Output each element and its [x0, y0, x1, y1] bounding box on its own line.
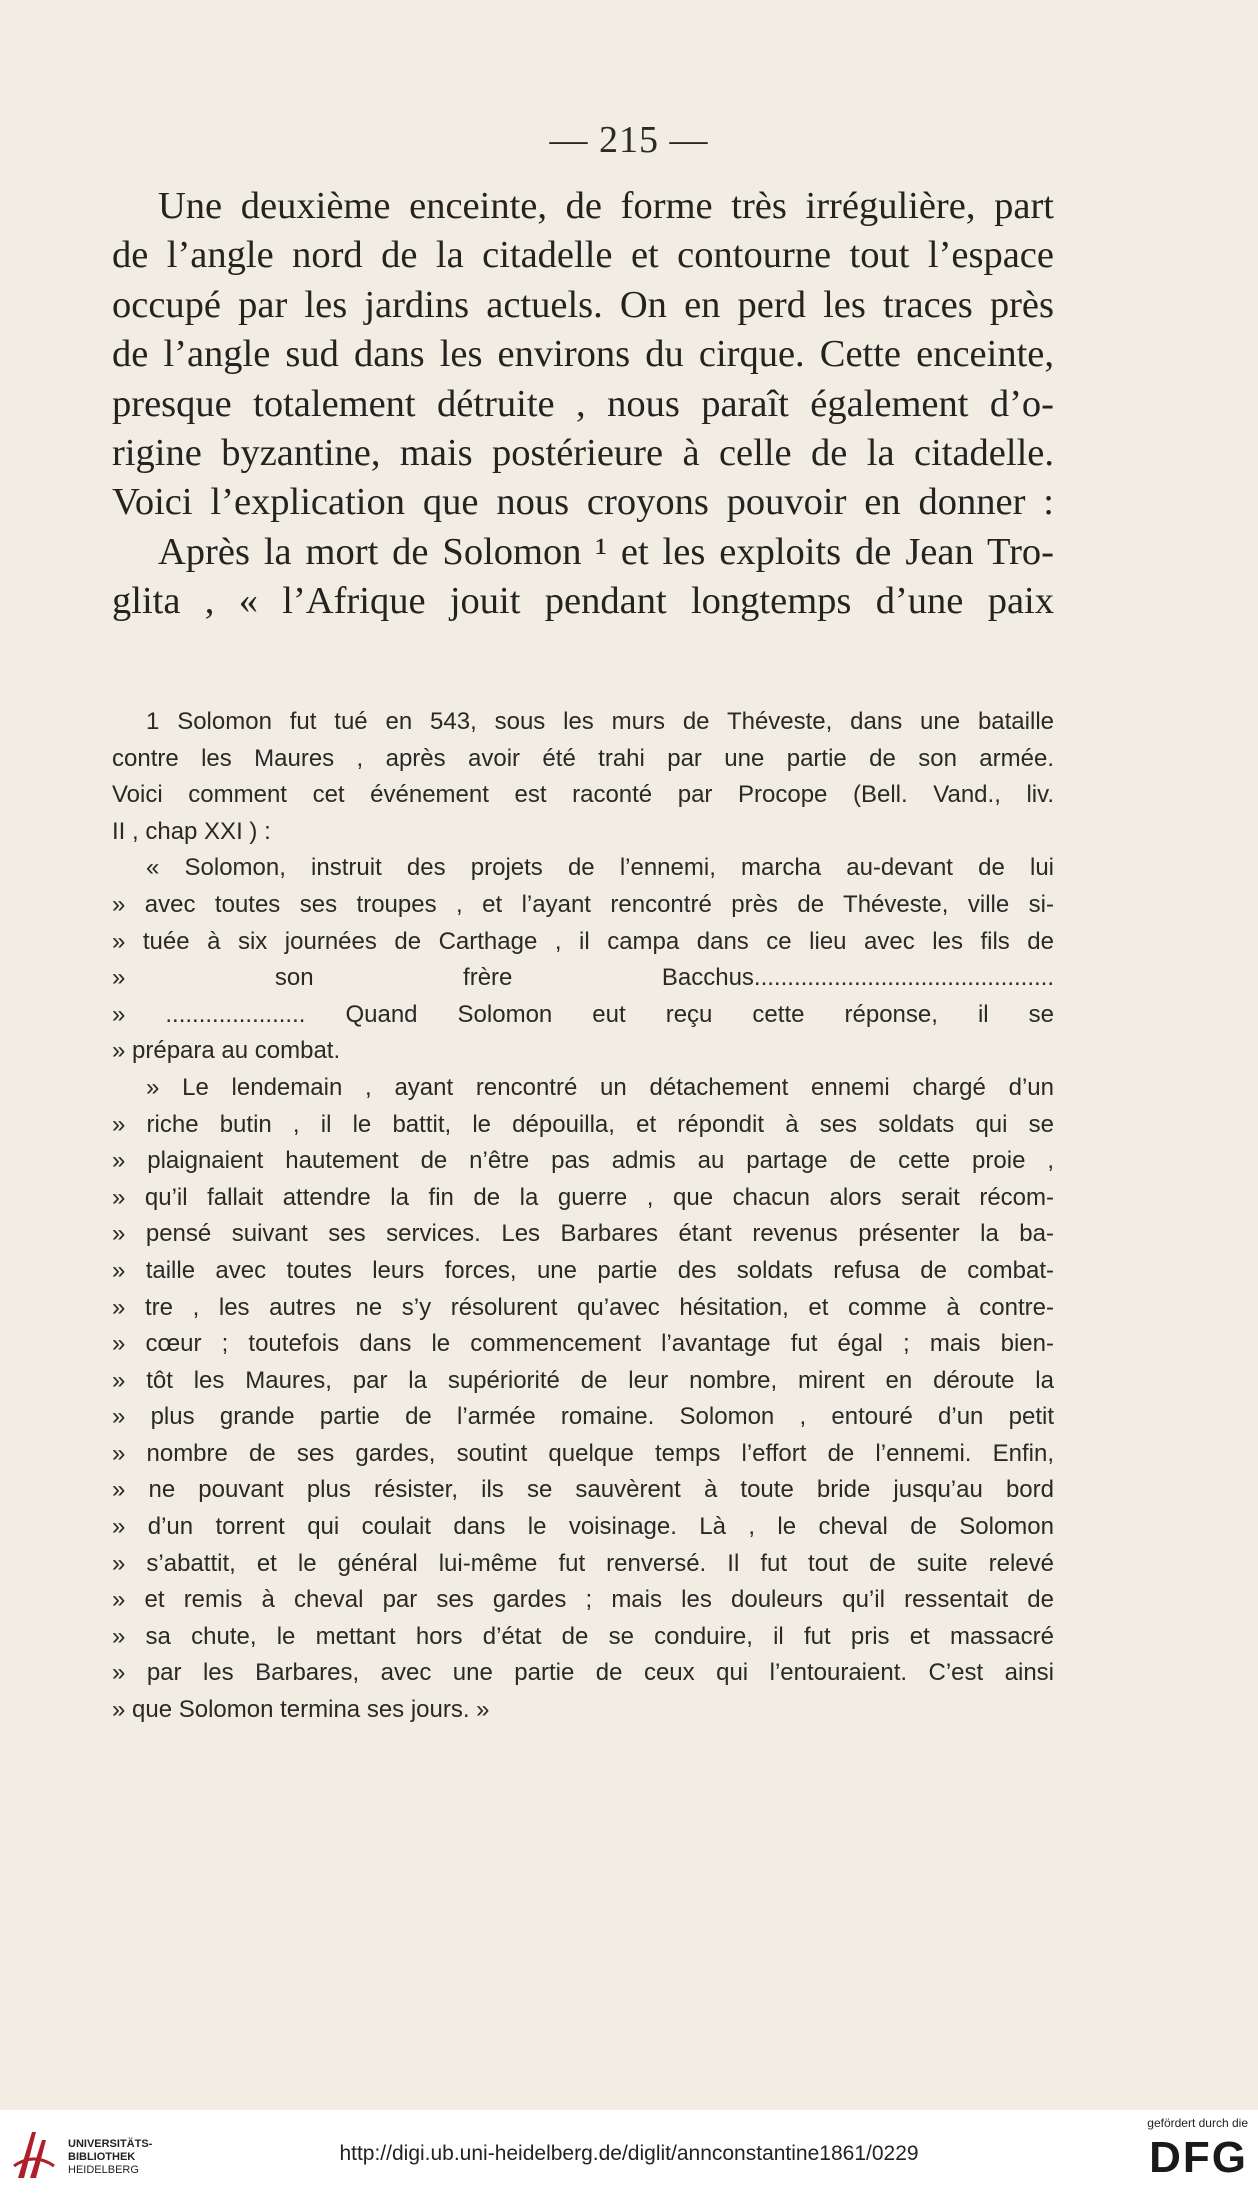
- footnote-line: » son frère Bacchus.............................................: [112, 964, 1054, 992]
- footnote-line: » tôt les Maures, par la supériorité de leur nombre, mirent en déroute la: [112, 1366, 1054, 1394]
- main-text-line: glita , « l’Afrique jouit pendant longtemps d’une paix: [112, 580, 1054, 623]
- footnote-line: 1 Solomon fut tué en 543, sous les murs de Théveste, dans une bataille: [146, 708, 1054, 735]
- permalink-url[interactable]: http://digi.ub.uni-heidelberg.de/diglit/annconstantine1861/0229: [339, 2142, 919, 2165]
- main-text-line: rigine byzantine, mais postérieure à celle de la citadelle.: [112, 431, 1054, 474]
- footnote-line: « Solomon, instruit des projets de l’ennemi, marcha au-devant de lui: [146, 854, 1054, 882]
- footnote-line: » riche butin , il le battit, le dépouilla, et répondit à ses soldats qui se: [112, 1110, 1054, 1138]
- footnote-line: » par les Barbares, avec une partie de ceux qui l’entouraient. C’est ainsi: [112, 1659, 1054, 1687]
- footnote-line: » prépara au combat.: [112, 1037, 341, 1065]
- funder-caption: gefördert durch die: [1147, 2116, 1248, 2130]
- footnote-line: » plaignaient hautement de n’être pas admis au partage de cette proie ,: [112, 1147, 1054, 1175]
- main-text-line: Une deuxième enceinte, de forme très irrégulière, part: [158, 185, 1054, 227]
- footnote-line: » qu’il fallait attendre la fin de la guerre , que chacun alors serait récom-: [112, 1183, 1054, 1211]
- footnote-line: contre les Maures , après avoir été trahi par une partie de son armée.: [112, 744, 1054, 772]
- footnote-block: [112, 704, 1054, 1729]
- footnote-line: » plus grande partie de l’armée romaine. Solomon , entouré d’un petit: [112, 1403, 1054, 1431]
- footnote-line: » nombre de ses gardes, soutint quelque temps l’effort de l’ennemi. Enfin,: [112, 1439, 1054, 1467]
- footnote-line: » cœur ; toutefois dans le commencement l’avantage fut égal ; mais bien-: [112, 1330, 1054, 1358]
- footnote-line: II , chap XXI ) :: [112, 817, 271, 845]
- main-text-line: de l’angle sud dans les environs du cirque. Cette enceinte,: [112, 333, 1054, 376]
- funder-name: DFG: [1149, 2133, 1248, 2182]
- footer-bar: [0, 2110, 1258, 2201]
- footnote-line: » ..................... Quand Solomon eut reçu cette réponse, il se: [112, 1000, 1054, 1028]
- main-text-line: Voici l’explication que nous croyons pouvoir en donner :: [112, 481, 1054, 524]
- footnote-line: » pensé suivant ses services. Les Barbares étant revenus présenter la ba-: [112, 1220, 1054, 1248]
- footnote-line: » et remis à cheval par ses gardes ; mais les douleurs qu’il ressentait de: [112, 1586, 1054, 1614]
- footnote-line: » taille avec toutes leurs forces, une partie des soldats refusa de combat-: [112, 1256, 1054, 1284]
- footnote-line: Voici comment cet événement est raconté par Procope (Bell. Vand., liv.: [112, 781, 1054, 809]
- main-text-line: Après la mort de Solomon ¹ et les exploits de Jean Tro-: [158, 530, 1054, 573]
- page-number: — 215 —: [549, 119, 709, 161]
- footnote-line: » Le lendemain , ayant rencontré un détachement ennemi chargé d’un: [146, 1073, 1054, 1101]
- footnote-line: » avec toutes ses troupes , et l’ayant rencontré près de Théveste, ville si-: [112, 890, 1054, 918]
- footnote-line: » tuée à six journées de Carthage , il campa dans ce lieu avec les fils de: [112, 927, 1054, 955]
- footnote-line: » s’abattit, et le général lui-même fut renversé. Il fut tout de suite relevé: [112, 1549, 1054, 1577]
- funder-logo[interactable]: [1098, 2116, 1248, 2196]
- library-name-line: BIBLIOTHEK: [68, 2151, 136, 2163]
- footnote-line: » tre , les autres ne s’y résolurent qu’avec hésitation, et comme à contre-: [112, 1293, 1054, 1321]
- main-text-line: de l’angle nord de la citadelle et contourne tout l’espace: [112, 234, 1054, 277]
- main-text-line: occupé par les jardins actuels. On en perd les traces près: [112, 283, 1054, 326]
- main-text-block: [112, 182, 1054, 627]
- main-text-line: presque totalement détruite , nous paraît également d’o-: [112, 382, 1054, 425]
- footnote-line: » ne pouvant plus résister, ils se sauvèrent à toute bride jusqu’au bord: [112, 1476, 1054, 1504]
- library-name-line: HEIDELBERG: [68, 2164, 139, 2176]
- library-name-line: UNIVERSITÄTS-: [68, 2138, 153, 2150]
- footnote-line: » d’un torrent qui coulait dans le voisinage. Là , le cheval de Solomon: [112, 1513, 1054, 1541]
- footnote-line: » que Solomon termina ses jours. »: [112, 1696, 490, 1724]
- footnote-line: » sa chute, le mettant hors d’état de se conduire, il fut pris et massacré: [112, 1622, 1054, 1650]
